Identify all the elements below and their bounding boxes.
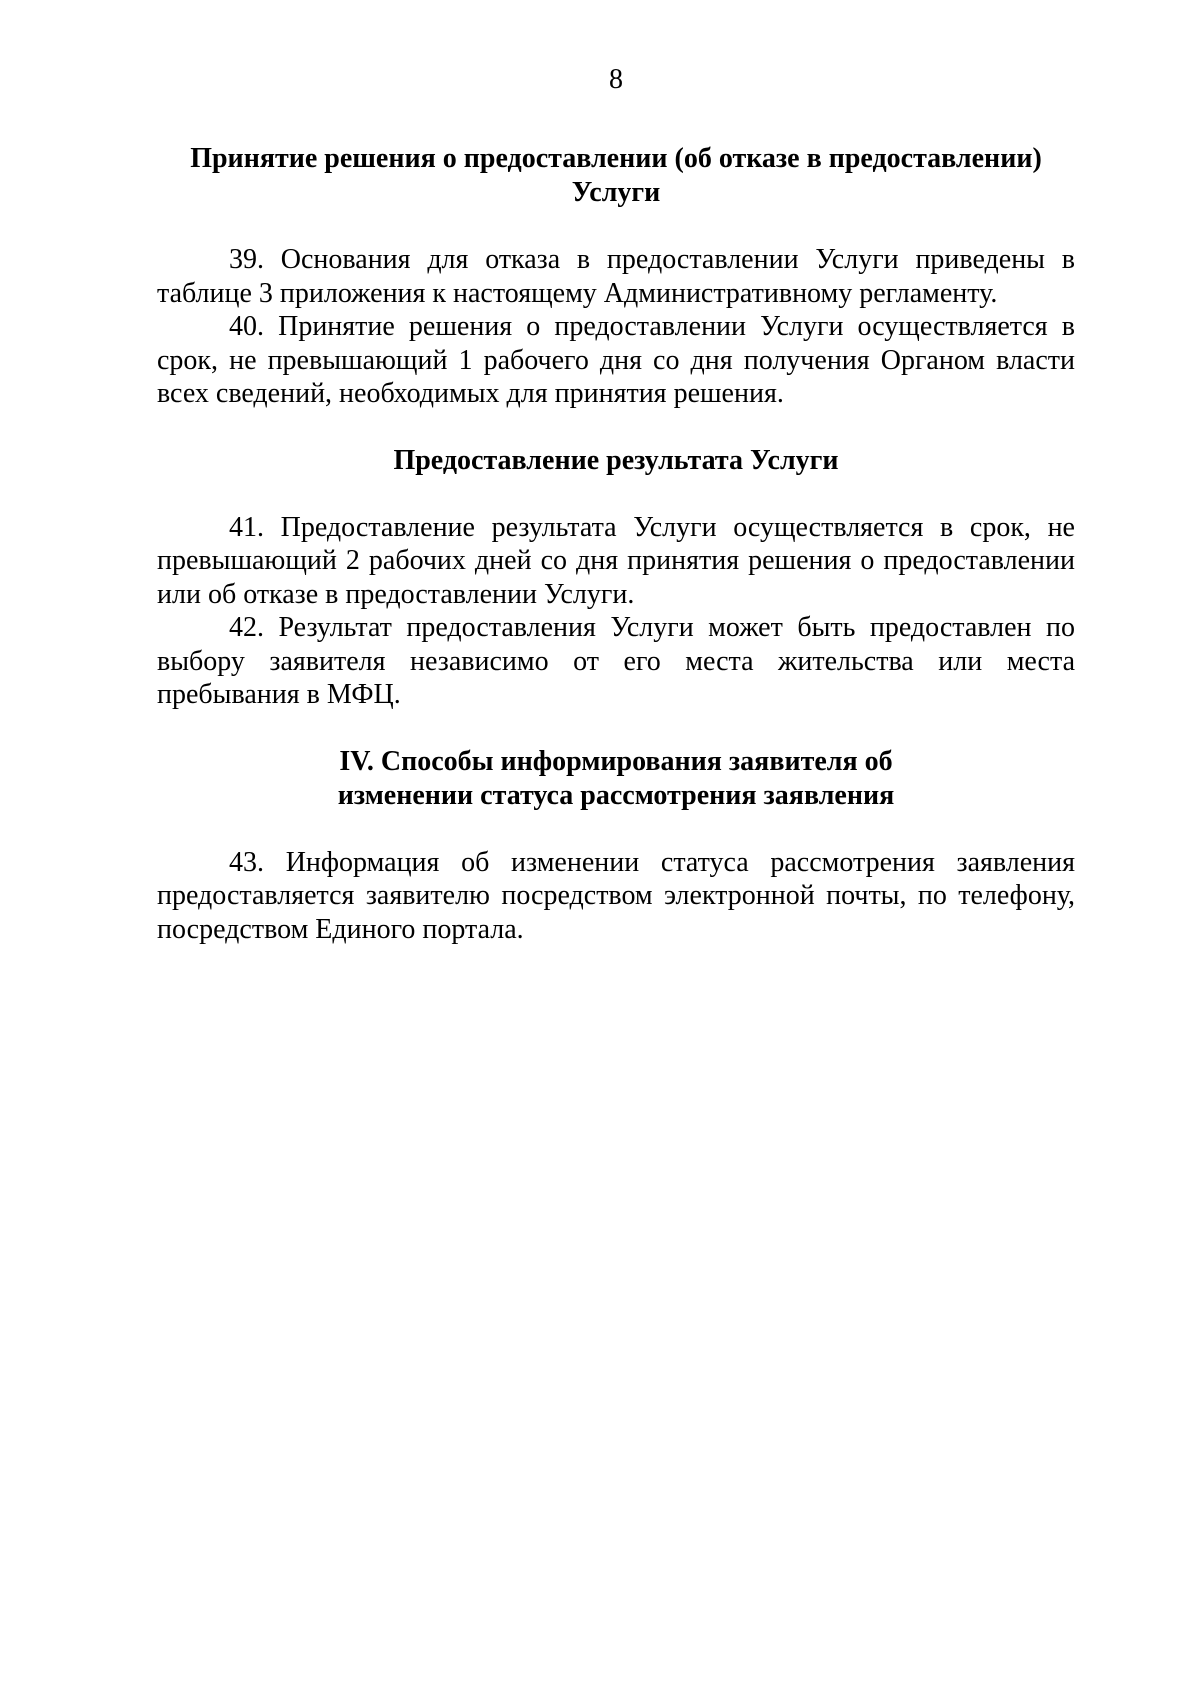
section-heading: IV. Способы информирования заявителя об изменении статуса рассмотрения заявления: [337, 745, 895, 811]
paragraph-43: 43. Информация об изменении статуса рассмотрения заявления предоставляется заявителю посредством электронной почты, по телефону, посредством Единого портала.: [157, 846, 1075, 945]
section-heading: Предоставление результата Услуги: [393, 444, 839, 476]
section-heading: Принятие решения о предоставлении (об отказе в предоставлении) Услуги: [190, 143, 1042, 208]
paragraph-40: 40. Принятие решения о предоставлении Услуги осуществляется в срок, не превышающий 1 рабочего дня со дня получения Органом власти всех сведений, необходимых для принятия решения.: [157, 311, 1075, 409]
paragraph-42: 42. Результат предоставления Услуги может быть предоставлен по выбору заявителя независимо от его места жительства или места пребывания в МФЦ.: [157, 612, 1075, 710]
document-body: [157, 142, 1075, 946]
section-result: [157, 444, 1075, 712]
page-number: 8: [609, 64, 623, 95]
paragraph-41: 41. Предоставление результата Услуги осуществляется в срок, не превышающий 2 рабочих дней со дня принятия решения о предоставлении или об отказе в предоставлении Услуги.: [157, 511, 1075, 610]
section-decision: [157, 142, 1075, 411]
paragraph-39: 39. Основания для отказа в предоставлении Услуги приведены в таблице 3 приложения к настоящему Административному регламенту.: [157, 244, 1075, 309]
section-informing: [157, 745, 1075, 947]
